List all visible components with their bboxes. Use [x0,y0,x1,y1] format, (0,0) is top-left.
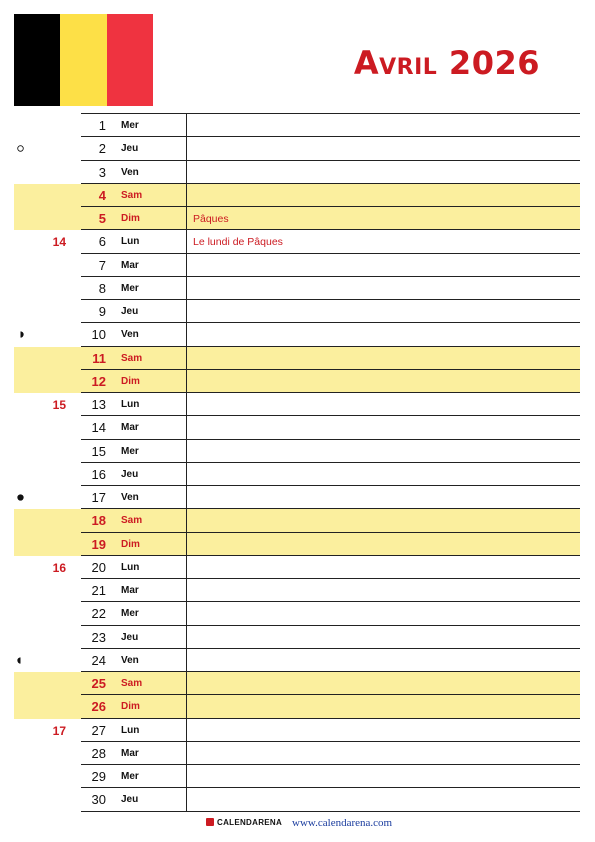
column-divider [186,300,187,323]
footer [0,817,595,831]
week-number: 17 [52,723,66,738]
row-divider [81,578,580,579]
day-row [0,463,595,486]
row-divider [81,625,580,626]
weekday-label: Dim [121,701,140,713]
day-number: 17 [91,490,106,505]
column-divider [186,393,187,416]
weekday-label: Sam [121,189,143,201]
row-divider [81,392,580,393]
row-divider [81,113,580,114]
day-number: 3 [98,164,106,180]
brand-logo [206,818,282,827]
day-row [0,533,595,556]
weekday-label: Lun [121,724,140,736]
column-divider [186,579,187,602]
row-divider [81,741,580,742]
weekday-label: Ven [121,329,139,341]
row-divider [81,346,580,347]
day-number: 16 [91,466,106,482]
column-divider [186,719,187,742]
week-number: 14 [52,235,66,250]
weekday-label: Lun [121,399,140,410]
row-divider [81,508,580,509]
day-number: 7 [98,257,106,273]
day-row [0,765,595,788]
weekday-label: Mer [121,120,139,131]
weekday-label: Mar [121,585,139,596]
day-row [0,184,595,207]
row-divider [81,601,580,602]
weekday-label: Jeu [121,143,139,155]
day-number: 20 [91,559,106,575]
row-divider [81,206,580,207]
column-divider [186,277,187,300]
row-divider [81,462,580,463]
day-number: 21 [91,583,106,598]
day-row [0,602,595,625]
day-number: 1 [98,118,106,133]
brand-name: CALENDARENA [217,818,283,827]
row-divider [81,136,580,137]
column-divider [186,533,187,556]
column-divider [186,556,187,579]
column-divider [186,137,187,160]
flag-stripe-red [107,14,153,106]
day-number: 29 [91,769,106,784]
day-number: 23 [91,629,106,645]
day-number: 12 [91,373,106,389]
weekday-label: Jeu [121,468,139,480]
weekday-label: Mer [121,445,139,457]
day-row [0,393,595,416]
day-row [0,207,595,230]
column-divider [186,788,187,811]
day-number: 4 [98,187,106,203]
row-divider [81,276,580,277]
day-number: 15 [91,443,106,459]
day-row [0,277,595,300]
column-divider [186,486,187,509]
day-row [0,161,595,184]
day-number: 13 [91,397,106,412]
column-divider [186,254,187,277]
page-title: Avril 2026 [353,44,540,82]
row-divider [81,694,580,695]
day-row [0,230,595,253]
day-row [0,114,595,137]
day-number: 11 [92,350,106,366]
website-link[interactable]: www.calendarena.com [292,817,393,829]
day-number: 24 [91,652,106,668]
day-row [0,556,595,579]
day-number: 5 [98,211,106,226]
row-divider [81,671,580,672]
day-row [0,788,595,811]
holiday-label: Pâques [193,213,229,225]
week-number: 16 [52,560,66,575]
holiday-label: Le lundi de Pâques [193,236,283,249]
row-divider [81,439,580,440]
weekday-label: Jeu [121,306,139,317]
weekday-label: Ven [121,654,139,666]
week-number: 15 [52,398,66,412]
day-row [0,254,595,277]
weekday-label: Ven [121,492,139,503]
day-row [0,323,595,346]
day-row [0,486,595,509]
row-divider [81,787,580,788]
row-divider [81,160,580,161]
flag-stripe-yellow [60,14,106,106]
weekday-label: Mer [121,771,139,782]
day-row [0,300,595,323]
row-divider [81,415,580,416]
day-row [0,137,595,160]
day-number: 27 [91,722,106,738]
row-divider [81,299,580,300]
column-divider [186,765,187,788]
row-divider [81,369,580,370]
weekday-label: Mar [121,747,139,759]
column-divider [186,416,187,439]
flag-stripe-black [14,14,60,106]
row-divider [81,555,580,556]
column-divider [186,440,187,463]
day-row [0,579,595,602]
weekday-label: Sam [121,352,143,364]
day-number: 25 [91,676,106,691]
column-divider [186,672,187,695]
weekday-label: Mer [121,608,139,620]
row-divider [81,764,580,765]
day-number: 2 [98,141,106,157]
row-divider [81,253,580,254]
weekday-label: Dim [121,213,140,224]
weekday-label: Mer [121,282,139,294]
column-divider [186,463,187,486]
row-divider [81,322,580,323]
day-number: 8 [98,280,106,296]
row-divider [81,648,580,649]
day-number: 30 [91,792,106,808]
weekday-label: Ven [121,166,139,178]
column-divider [186,649,187,672]
weekday-label: Dim [121,538,140,550]
column-divider [186,184,187,207]
day-row [0,370,595,393]
weekday-label: Mar [121,259,139,271]
day-number: 14 [91,420,106,436]
weekday-label: Lun [121,236,140,248]
day-number: 10 [91,327,106,343]
column-divider [186,695,187,718]
row-divider [81,229,580,230]
column-divider [186,626,187,649]
weekday-label: Sam [121,515,143,527]
day-row [0,719,595,742]
day-row [0,672,595,695]
column-divider [186,509,187,532]
day-row [0,649,595,672]
belgian-flag [14,14,153,106]
day-number: 6 [98,234,106,250]
row-divider [81,718,580,719]
column-divider [186,207,187,230]
column-divider [186,370,187,393]
day-row [0,347,595,370]
column-divider [186,323,187,346]
row-divider [81,811,580,812]
weekday-label: Jeu [121,794,139,806]
day-row [0,440,595,463]
weekday-label: Sam [121,678,143,689]
day-row [0,626,595,649]
day-number: 19 [91,536,106,552]
day-number: 18 [91,513,106,529]
row-divider [81,183,580,184]
day-number: 26 [91,699,106,715]
calendar-icon [206,818,214,826]
row-divider [81,532,580,533]
weekday-label: Lun [121,561,140,573]
column-divider [186,742,187,765]
column-divider [186,602,187,625]
column-divider [186,230,187,253]
weekday-label: Dim [121,375,140,387]
weekday-label: Mar [121,422,139,434]
day-row [0,416,595,439]
day-row [0,742,595,765]
weekday-label: Jeu [121,631,139,643]
day-number: 9 [98,304,106,319]
column-divider [186,114,187,137]
day-number: 22 [91,606,106,622]
day-row [0,695,595,718]
day-row [0,509,595,532]
day-number: 28 [91,745,106,761]
row-divider [81,485,580,486]
column-divider [186,161,187,184]
column-divider [186,347,187,370]
